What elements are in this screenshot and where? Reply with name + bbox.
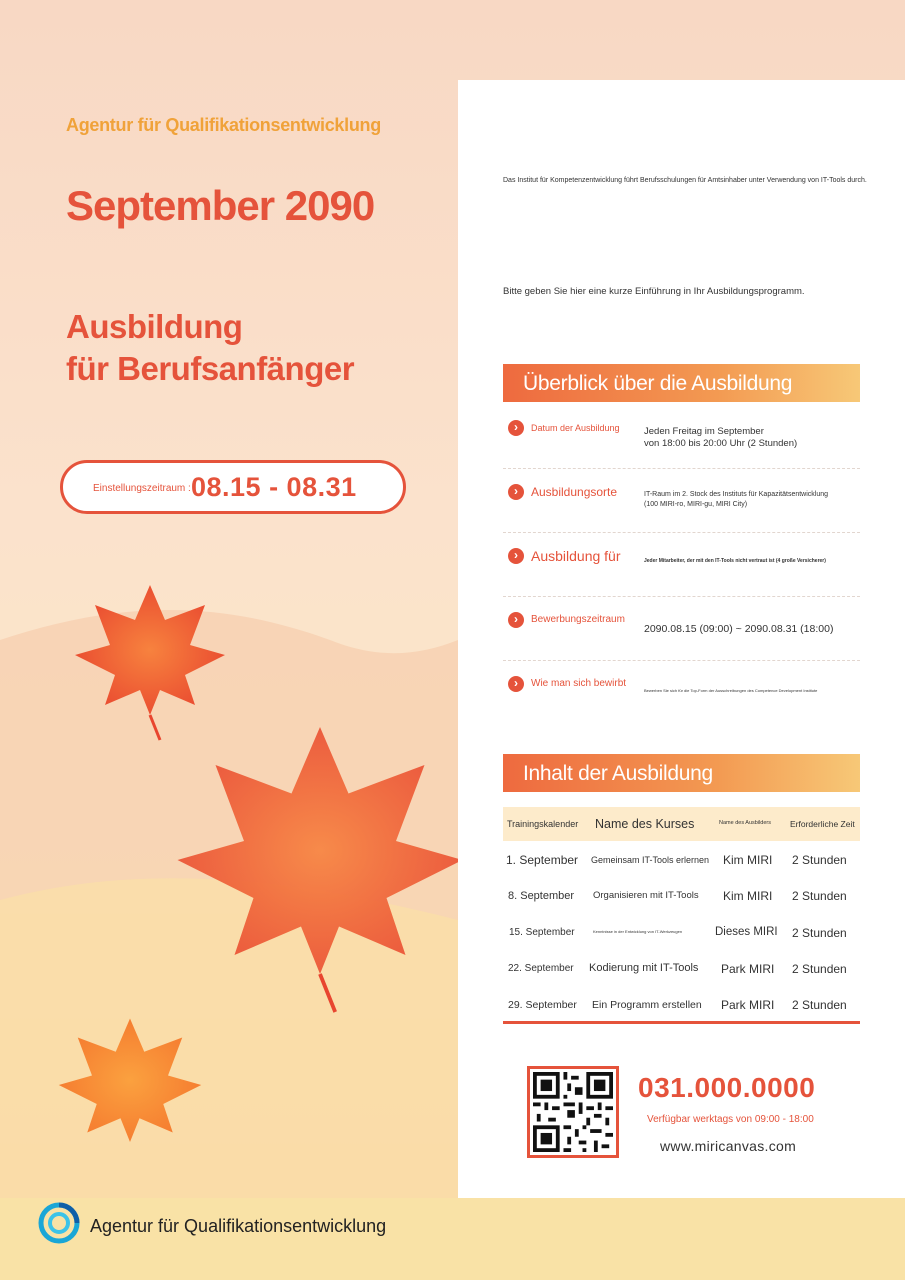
phone-number[interactable]: 031.000.0000	[638, 1072, 816, 1103]
overview-value: Jeden Freitag im September	[644, 426, 764, 437]
overview-label: Ausbildung für	[531, 548, 621, 564]
overview-value: IT-Raum im 2. Stock des Instituts für Kapazitätsentwicklung	[644, 491, 829, 498]
table-header	[503, 807, 860, 841]
chevron-right-icon: ›	[508, 676, 524, 692]
overview-value-2: (100 MIRI-ro, MIRI-gu, MIRI City)	[644, 501, 748, 508]
table-row	[503, 921, 860, 957]
intro-small-text: Das Institut für Kompetenzentwicklung führt Berufsschulungen für Amtsinhaber unter Verwendung von IT-Tools durch.	[503, 177, 867, 184]
overview-value: Jeder Mitarbeiter, der mit den IT-Tools nicht vertraut ist (4 große Versicherer)	[644, 558, 826, 564]
table-cell: 2 Stunden	[792, 889, 847, 903]
content-header	[503, 754, 860, 792]
hiring-period-badge	[60, 460, 406, 514]
table-cell: 2 Stunden	[792, 962, 847, 976]
divider	[503, 660, 860, 661]
qr-code-pattern	[533, 1072, 613, 1152]
website-link[interactable]: www.miricanvas.com	[660, 1138, 797, 1154]
overview-value: 2090.08.15 (09:00) ~ 2090.08.31 (18:00)	[644, 623, 834, 635]
table-cell: 2 Stunden	[792, 853, 847, 867]
table-row	[503, 849, 860, 885]
headline-line-1: Ausbildung	[66, 308, 243, 345]
info-panel	[458, 80, 905, 1198]
bottom-leaf-icon	[59, 1019, 202, 1143]
table-cell: Ein Programm erstellen	[592, 999, 702, 1011]
divider	[503, 596, 860, 597]
overview-header	[503, 364, 860, 402]
footer-agency-name: Agentur für Qualifikationsentwicklung	[90, 1216, 387, 1236]
period-value: 08.15 - 08.31	[191, 472, 357, 502]
table-bottom-rule	[503, 1021, 860, 1024]
table-cell: Organisieren mit IT-Tools	[593, 890, 699, 901]
table-cell: Kim MIRI	[723, 853, 773, 867]
large-leaf-icon	[178, 727, 463, 1012]
table-cell: Kim MIRI	[723, 889, 773, 903]
headline-line-2: für Berufsanfänger	[66, 350, 355, 387]
table-row	[503, 885, 860, 921]
table-cell: 15. September	[509, 927, 575, 938]
overview-title: Überblick über die Ausbildung	[523, 372, 793, 395]
table-cell: Dieses MIRI	[715, 926, 778, 938]
content-title: Inhalt der Ausbildung	[523, 762, 713, 785]
headline	[66, 306, 354, 390]
table-cell: 2 Stunden	[792, 926, 847, 940]
divider	[503, 532, 860, 533]
column-header: Name des Ausbilders	[719, 820, 771, 826]
column-header: Name des Kurses	[595, 817, 695, 831]
chevron-right-icon: ›	[508, 484, 524, 500]
intro-text: Bitte geben Sie hier eine kurze Einführung in Ihr Ausbildungsprogramm.	[503, 286, 805, 297]
overview-label: Bewerbungszeitraum	[531, 614, 625, 625]
table-cell: Gemeinsam IT-Tools erlernen	[591, 855, 710, 865]
table-cell: 2 Stunden	[792, 998, 847, 1012]
overview-value: Bewerben Sie sich für die Top-Form der Ausschreibungen des Competence Development Institute	[644, 688, 818, 693]
chevron-right-icon: ›	[508, 612, 524, 628]
table-cell: 1. September	[506, 853, 579, 867]
column-header: Erforderliche Zeit	[790, 819, 855, 829]
table-cell: Park MIRI	[721, 962, 775, 976]
table-cell: Park MIRI	[721, 998, 775, 1012]
table-cell: 22. September	[508, 963, 574, 974]
qr-code-icon[interactable]	[527, 1066, 619, 1158]
agency-logo-icon	[36, 1200, 82, 1246]
small-leaf-icon	[75, 585, 225, 740]
table-cell: 29. September	[508, 999, 577, 1011]
agency-name-top: Agentur für Qualifikationsentwicklung	[66, 115, 381, 135]
table-row	[503, 957, 860, 993]
chevron-right-icon: ›	[508, 420, 524, 436]
table-cell: Kodierung mit IT-Tools	[589, 962, 699, 974]
chevron-right-icon: ›	[508, 548, 524, 564]
month-title: September 2090	[66, 182, 375, 229]
column-header: Trainingskalender	[507, 819, 579, 829]
overview-label: Wie man sich bewirbt	[531, 678, 627, 689]
overview-value-2: von 18:00 bis 20:00 Uhr (2 Stunden)	[644, 438, 798, 449]
overview-label: Ausbildungsorte	[531, 485, 618, 499]
divider	[503, 468, 860, 469]
overview-label: Datum der Ausbildung	[531, 423, 620, 433]
table-cell: 8. September	[508, 890, 575, 902]
table-cell: Kenntnisse in der Entwicklung von IT-Werkzeugen	[593, 929, 683, 934]
office-hours: Verfügbar werktags von 09:00 - 18:00	[647, 1114, 814, 1125]
period-label: Einstellungszeitraum :	[93, 483, 191, 494]
